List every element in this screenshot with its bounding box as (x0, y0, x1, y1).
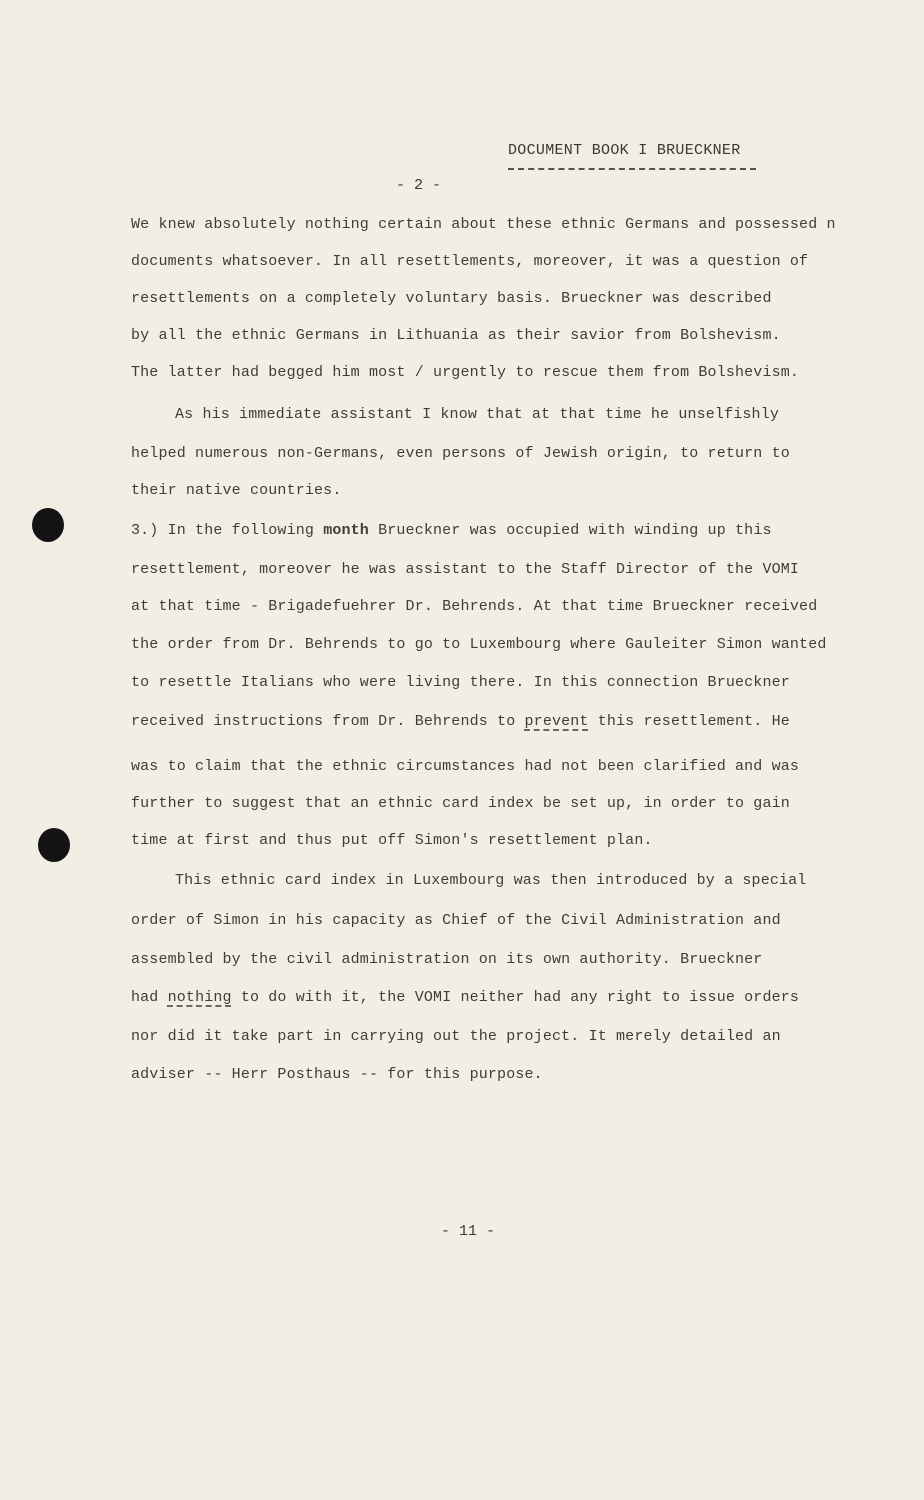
punch-hole (32, 508, 64, 542)
title-underline (508, 168, 756, 170)
text-line: nor did it take part in carrying out the project. It merely detailed an (131, 1028, 781, 1045)
page-number-top: - 2 - (396, 177, 442, 194)
underlined-word: prevent (524, 713, 589, 730)
text-line: The latter had begged him most / urgently to rescue them from Bolshevism. (131, 364, 800, 381)
text-line: their native countries. (131, 482, 342, 499)
text-line: resettlement, moreover he was assistant to the Staff Director of the VOMI (131, 561, 800, 578)
text-line: adviser -- Herr Posthaus -- for this purpose. (131, 1066, 543, 1083)
struck-word: month (323, 522, 369, 539)
text-line: 3.) In the following month Brueckner was occupied with winding up this (131, 522, 772, 539)
text-line: As his immediate assistant I know that at that time he unselfishly (175, 406, 779, 423)
page-number-bottom: - 11 - (441, 1223, 496, 1240)
text-line: at that time - Brigadefuehrer Dr. Behrends. At that time Brueckner received (131, 598, 818, 615)
text-line: further to suggest that an ethnic card index be set up, in order to gain (131, 795, 790, 812)
text-line: We knew absolutely nothing certain about these ethnic Germans and possessed n (131, 216, 836, 233)
text-line: time at first and thus put off Simon's resettlement plan. (131, 832, 653, 849)
text-line: resettlements on a completely voluntary basis. Brueckner was described (131, 290, 772, 307)
underlined-word: nothing (167, 989, 232, 1006)
text-line: received instructions from Dr. Behrends to prevent this resettlement. He (131, 713, 790, 730)
punch-hole (38, 828, 70, 862)
text-line: had nothing to do with it, the VOMI neither had any right to issue orders (131, 989, 800, 1006)
document-title: DOCUMENT BOOK I BRUECKNER (508, 142, 741, 159)
text-line: This ethnic card index in Luxembourg was then introduced by a special (175, 872, 807, 889)
text-line: documents whatsoever. In all resettlements, moreover, it was a question of (131, 253, 809, 270)
text-line: assembled by the civil administration on its own authority. Brueckner (131, 951, 763, 968)
text-line: order of Simon in his capacity as Chief of the Civil Administration and (131, 912, 781, 929)
text-line: helped numerous non-Germans, even persons of Jewish origin, to return to (131, 445, 790, 462)
text-line: was to claim that the ethnic circumstances had not been clarified and was (131, 758, 800, 775)
text-line: by all the ethnic Germans in Lithuania as their savior from Bolshevism. (131, 327, 781, 344)
text-line: to resettle Italians who were living there. In this connection Brueckner (131, 674, 790, 691)
text-line: the order from Dr. Behrends to go to Luxembourg where Gauleiter Simon wanted (131, 636, 827, 653)
